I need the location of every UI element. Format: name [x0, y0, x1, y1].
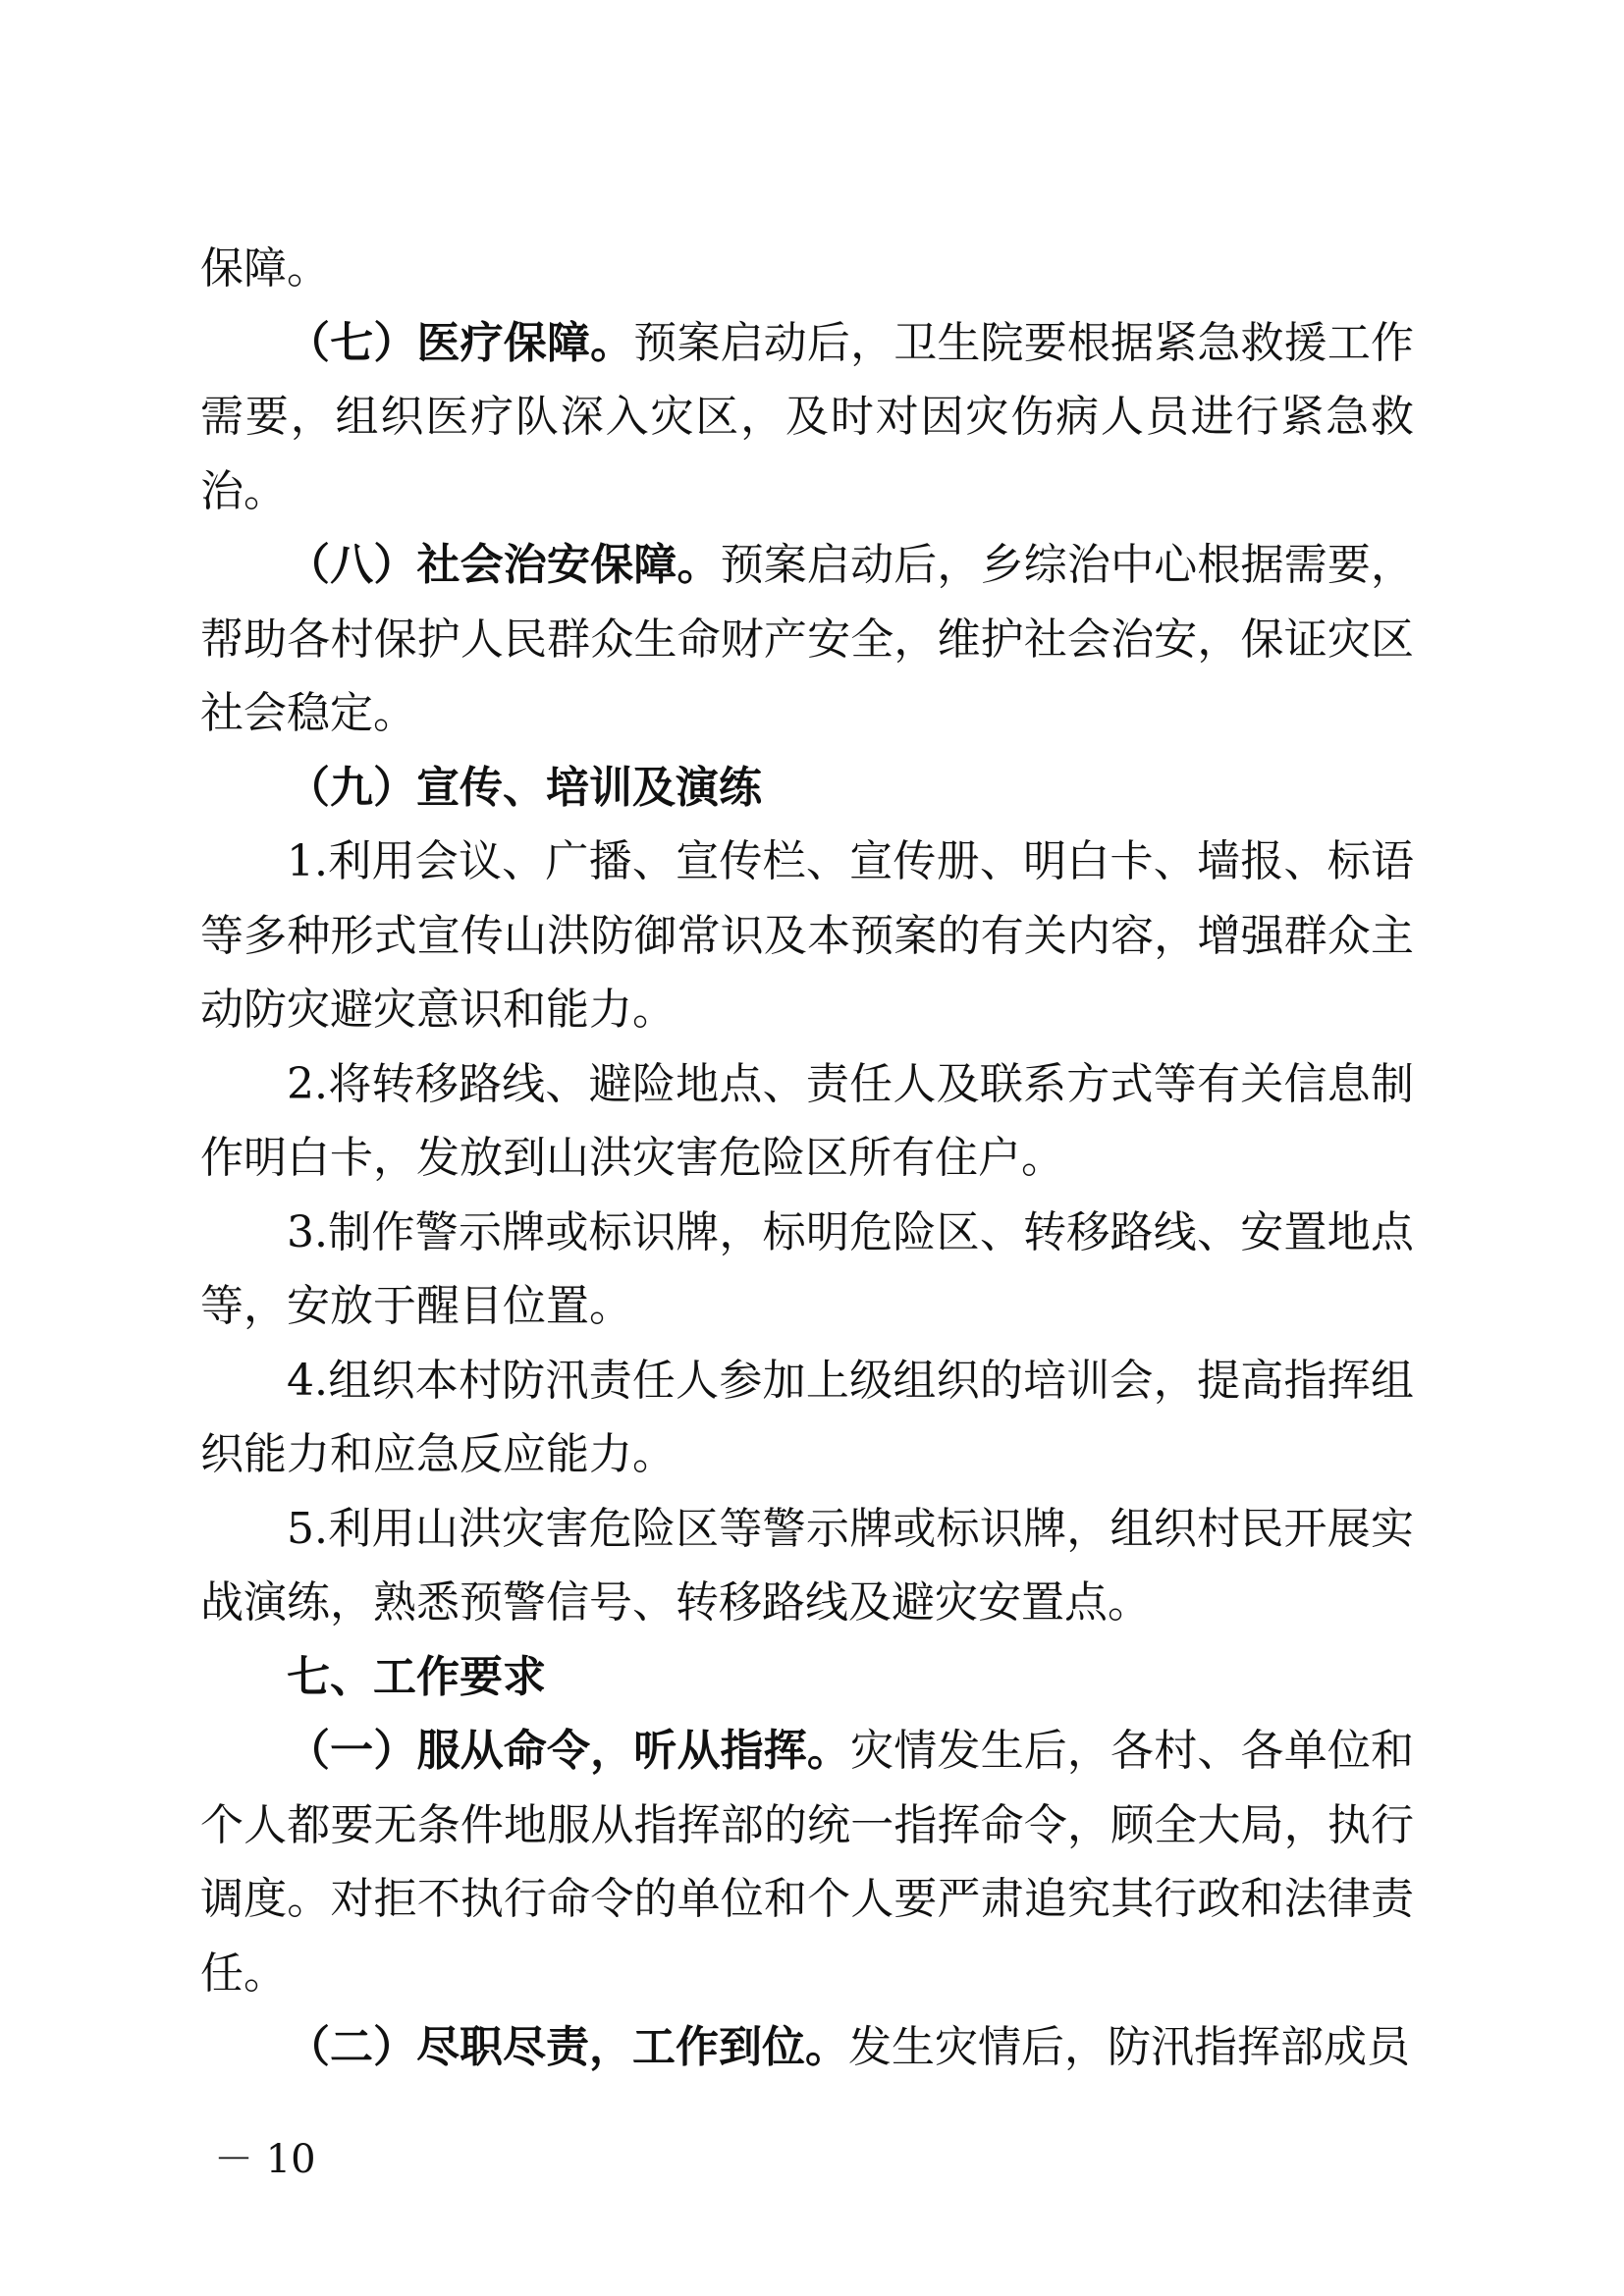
- list-item-2: 2.将转移路线、避险地点、责任人及联系方式等有关信息制作明白卡，发放到山洪灾害危险区所有住户。: [200, 1058, 1414, 1183]
- paragraph-text: 灾情发生后，各村、各单位和个人都要无条件地服从指挥部的统一指挥命令，顾全大局，执行调度。对拒不执行命令的单位和个人要严肃追究其行政和法律责任。: [200, 1726, 1415, 1999]
- section-title-duty-responsibility: （二）尽职尽责，工作到位。: [287, 2022, 848, 2072]
- paragraph-text: 预案启动后，卫生院要根据紧急救援工作需要，组织医疗队深入灾区，及时对因灾伤病人员进行紧急救治。: [200, 317, 1414, 516]
- document-body: [200, 232, 1414, 2085]
- list-item-5: 5.利用山洪灾害危险区等警示牌或标识牌，组织村民开展实战演练，熟悉预警信号、转移路线及避灾安置点。: [200, 1503, 1414, 1628]
- page-number: － 10: [214, 2137, 316, 2182]
- section-title-medical-support: （七）医疗保障。: [287, 317, 634, 368]
- paragraph-duty-responsibility: [200, 2010, 1414, 2085]
- section-title-publicity-training: （九）宣传、培训及演练: [287, 762, 762, 813]
- section-title-obey-orders: （一）服从命令，听从指挥。: [287, 1726, 851, 1776]
- paragraph-medical-support: [200, 306, 1414, 529]
- chapter-heading-work-requirements: 七、工作要求: [287, 1651, 546, 1702]
- list-item-3: 3.制作警示牌或标识牌，标明危险区、转移路线、安置地点等，安放于醒目位置。: [200, 1206, 1414, 1331]
- paragraph-text: 发生灾情后，防汛指挥部成员: [848, 2022, 1410, 2072]
- list-item-4: 4.组织本村防汛责任人参加上级组织的培训会，提高指挥组织能力和应急反应能力。: [200, 1355, 1414, 1479]
- paragraph-continuation: 保障。: [200, 243, 330, 294]
- list-item-1: 1.利用会议、广播、宣传栏、宣传册、明白卡、墙报、标语等多种形式宣传山洪防御常识及本预案的有关内容，增强群众主动防灾避灾意识和能力。: [200, 836, 1414, 1035]
- paragraph-obey-orders: [200, 1714, 1414, 2010]
- paragraph-text: 预案启动后，乡综治中心根据需要，帮助各村保护人民群众生命财产安全，维护社会治安，保证灾区社会稳定。: [200, 540, 1415, 738]
- section-title-public-security: （八）社会治安保障。: [287, 540, 721, 590]
- paragraph-public-security: [200, 528, 1414, 751]
